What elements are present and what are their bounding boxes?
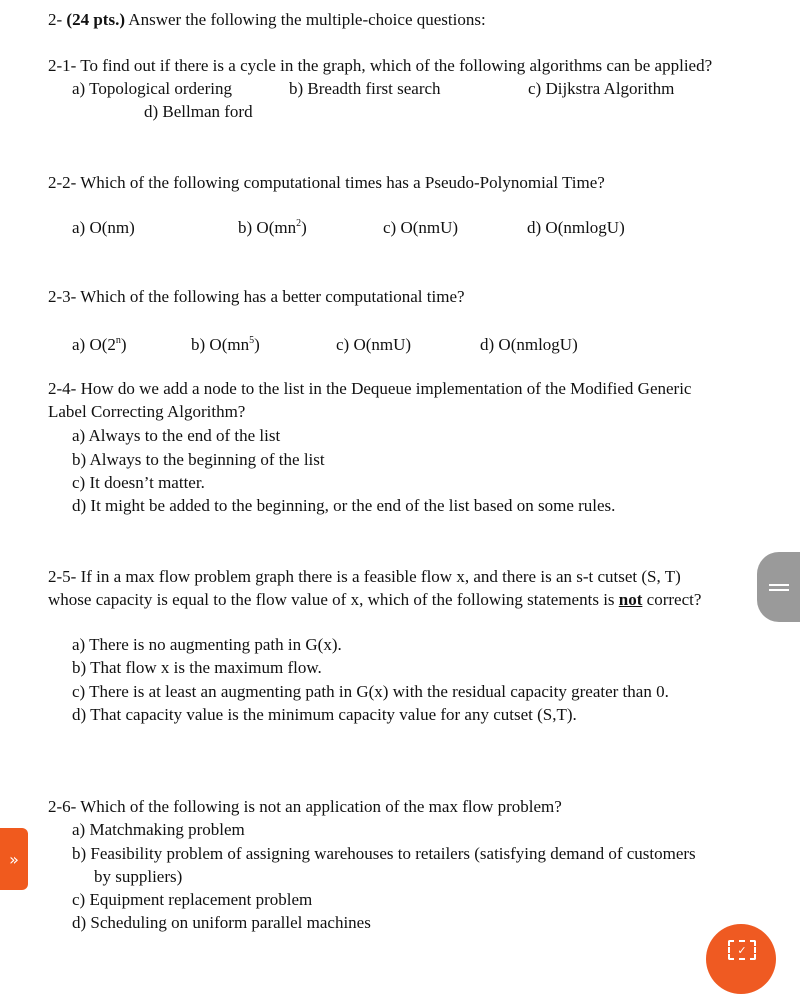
expand-side-tab[interactable] [0, 828, 28, 890]
emphasis-not: not [618, 590, 643, 609]
section-heading: 2- (24 pts.) Answer the following the multiple-choice questions: [48, 10, 486, 29]
question-2-4-line-1: 2-4- How do we add a node to the list in the Dequeue implementation of the Modified Generic [48, 379, 692, 398]
question-2-5-line-1: 2-5- If in a max flow problem graph there is a feasible flow x, and there is an s-t cutset (S, T) [48, 567, 681, 586]
question-2-2: 2-2- Which of the following computational times has a Pseudo-Polynomial Time? [48, 173, 605, 192]
question-2-5-line-2: whose capacity is equal to the flow value of x, which of the following statements is not correct? [48, 590, 702, 609]
double-chevron-right-icon: » [9, 849, 19, 869]
q2-option-d[interactable]: d) O(nmlogU) [527, 218, 625, 237]
q6-option-d[interactable]: d) Scheduling on uniform parallel machines [72, 913, 371, 932]
q1-option-b[interactable]: b) Breadth first search [289, 79, 441, 98]
q2-option-a[interactable]: a) O(nm) [72, 218, 135, 237]
q6-option-b-line-2[interactable]: by suppliers) [94, 867, 183, 886]
q1-option-c[interactable]: c) Dijkstra Algorithm [528, 79, 675, 98]
q4-option-b[interactable]: b) Always to the beginning of the list [72, 450, 325, 469]
points-label: (24 pts.) [66, 10, 125, 29]
q3-option-c[interactable]: c) O(nmU) [336, 335, 412, 354]
drag-lines-icon [769, 581, 789, 594]
q3-option-a[interactable]: a) O(2$^n$) [72, 335, 127, 354]
q4-option-c[interactable]: c) It doesn’t matter. [72, 473, 205, 492]
q5-option-d[interactable]: d) That capacity value is the minimum capacity value for any cutset (S,T). [72, 705, 577, 724]
q3-option-b[interactable]: b) $O(mn^5)$ [191, 335, 260, 354]
question-2-4-line-2: Label Correcting Algorithm? [48, 402, 246, 421]
q6-option-c[interactable]: c) Equipment replacement problem [72, 890, 313, 909]
q6-option-a[interactable]: a) Matchmaking problem [72, 820, 245, 839]
q2-option-b[interactable]: b) $O(mn^2)$ [238, 218, 307, 237]
screenshot-check-icon: ✓ [728, 940, 756, 960]
question-2-3: 2-3- Which of the following has a better computational time? [48, 287, 465, 306]
q1-option-a[interactable]: a) Topological ordering [72, 79, 232, 98]
q4-option-d[interactable]: d) It might be added to the beginning, or the end of the list based on some rules. [72, 496, 616, 515]
floating-action-button[interactable] [706, 924, 776, 994]
q1-option-d[interactable]: d) Bellman ford [144, 102, 253, 121]
q2-option-c[interactable]: c) O(nmU) [383, 218, 459, 237]
q5-option-b[interactable]: b) That flow x is the maximum flow. [72, 658, 322, 677]
scroll-handle[interactable] [757, 552, 800, 622]
question-2-1: 2-1- To find out if there is a cycle in the graph, which of the following algorithms can be applied? [48, 56, 713, 75]
q4-option-a[interactable]: a) Always to the end of the list [72, 426, 281, 445]
question-2-6: 2-6- Which of the following is not an application of the max flow problem? [48, 797, 562, 816]
q6-option-b-line-1[interactable]: b) Feasibility problem of assigning warehouses to retailers (satisfying demand of customers [72, 844, 696, 863]
q5-option-c[interactable]: c) There is at least an augmenting path in G(x) with the residual capacity greater than 0. [72, 682, 669, 701]
q5-option-a[interactable]: a) There is no augmenting path in G(x). [72, 635, 342, 654]
q3-option-d[interactable]: d) O(nmlogU) [480, 335, 578, 354]
